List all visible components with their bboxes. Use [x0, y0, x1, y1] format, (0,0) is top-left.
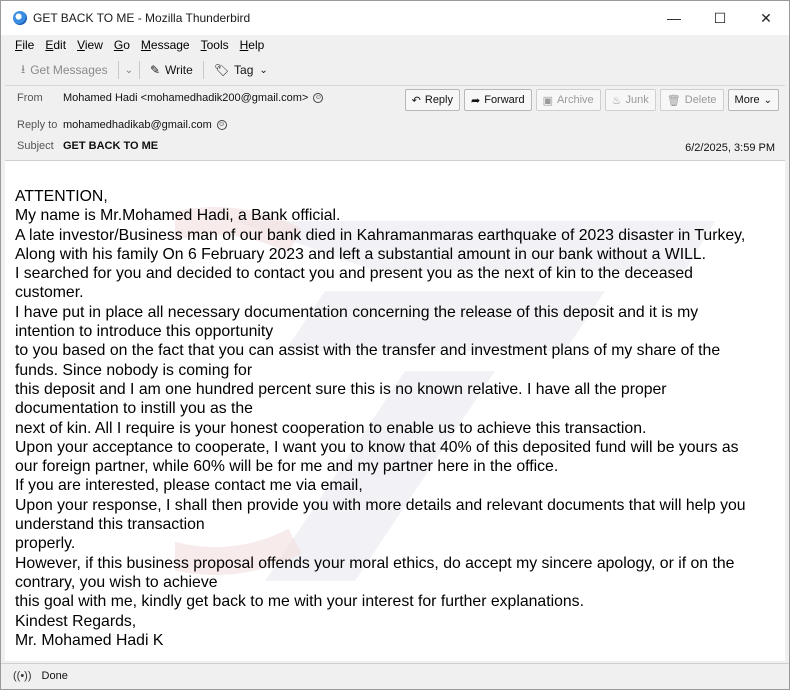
tag-icon: 🏷 [213, 63, 230, 77]
junk-icon: ♨ [611, 94, 622, 107]
thunderbird-logo-icon [13, 11, 27, 25]
menu-message[interactable]: Message [140, 38, 190, 52]
status-bar [1, 663, 789, 687]
body-line: Upon your response, I shall then provide you with more details and relevant documents that will help you [15, 496, 746, 514]
body-line: A late investor/Business man of our bank died in Kahramanmaras earthquake of 2023 disaster in Turkey, [15, 226, 746, 244]
trash-icon: 🗑 [666, 94, 681, 107]
body-line: intention to introduce this opportunity [15, 323, 274, 341]
subject-value: GET BACK TO ME [63, 140, 159, 152]
body-line: If you are interested, please contact me via email, [15, 477, 363, 495]
archive-icon: ▣ [542, 94, 553, 107]
write-button[interactable]: ✎ Write [149, 63, 193, 77]
menu-tools[interactable]: Tools [200, 38, 229, 52]
menu-bar [1, 35, 789, 55]
menu-view[interactable]: View [77, 38, 103, 52]
delete-button[interactable]: 🗑 Delete [660, 89, 724, 111]
contact-icon[interactable]: ☺ [218, 121, 226, 128]
message-body [5, 161, 785, 661]
menu-file[interactable]: File [15, 38, 35, 52]
reply-to-row [17, 119, 227, 131]
window-title: GET BACK TO ME - Mozilla Thunderbird [33, 11, 251, 25]
subject-label: Subject [17, 140, 54, 152]
reply-button[interactable]: ↶ Reply [405, 89, 460, 111]
message-text [15, 187, 777, 650]
more-button[interactable]: More ⌄ [728, 89, 779, 111]
from-row [17, 92, 323, 104]
reply-to-value[interactable]: mohamedhadikab@gmail.com [63, 119, 212, 131]
body-line: My name is Mr.Mohamed Hadi, a Bank official. [15, 207, 341, 225]
body-line: contrary, you wish to achieve [15, 573, 218, 591]
close-button[interactable]: ✕ [760, 9, 772, 26]
chevron-down-icon: ⌄ [763, 94, 772, 106]
pencil-icon: ✎ [149, 63, 161, 77]
menu-help[interactable]: Help [239, 38, 265, 52]
body-line: funds. Since nobody is coming for [15, 361, 253, 379]
subject-row [17, 140, 158, 152]
message-actions [401, 89, 779, 111]
chevron-down-icon: ⌄ [259, 64, 268, 76]
junk-button[interactable]: ♨ Junk [605, 89, 656, 111]
body-line: to you based on the fact that you can assist with the transfer and investment plans of my share of the [15, 342, 721, 360]
body-line: this deposit and I am one hundred percent sure this is no known relative. I have all the proper [15, 380, 667, 398]
toolbar-divider [118, 61, 119, 79]
forward-icon: ➦ [471, 94, 481, 107]
body-line: Along with his family On 6 February 2023 and left a substantial amount in our bank without a WILL. [15, 245, 707, 263]
body-line: our foreign partner, while 60% will be for me and my partner here in the office. [15, 458, 559, 476]
toolbar-divider [203, 61, 204, 79]
body-line: I have put in place all necessary documentation concerning the release of this deposit and it is my [15, 303, 699, 321]
tag-button[interactable]: 🏷 Tag ⌄ [213, 63, 268, 77]
maximize-button[interactable]: ☐ [713, 9, 727, 26]
message-date: 6/2/2025, 3:59 PM [685, 142, 775, 154]
body-line: understand this transaction [15, 516, 205, 534]
chevron-down-icon[interactable]: ⌄ [124, 64, 133, 76]
body-line: customer. [15, 284, 84, 302]
contact-icon[interactable]: ☺ [314, 94, 322, 101]
title-bar [1, 1, 789, 35]
activity-icon[interactable]: ((•)) [13, 669, 32, 682]
minimize-button[interactable]: — [667, 10, 681, 26]
body-line: next of kin. All I require is your honest cooperation to enable us to achieve this transaction. [15, 419, 647, 437]
reply-to-label: Reply to [17, 119, 58, 131]
get-messages-button[interactable]: ⭳ Get Messages [17, 59, 112, 81]
forward-button[interactable]: ➦ Forward [464, 89, 532, 111]
from-value[interactable]: Mohamed Hadi <mohamedhadik200@gmail.com> [63, 92, 309, 104]
main-toolbar [1, 57, 789, 83]
body-line: ATTENTION, [15, 188, 108, 205]
body-line: Kindest Regards, [15, 612, 137, 630]
message-header [5, 85, 785, 161]
download-icon: ⭳ [21, 61, 26, 76]
archive-button[interactable]: ▣ Archive [536, 89, 601, 111]
status-text: Done [41, 669, 68, 682]
reply-icon: ↶ [411, 94, 421, 107]
body-line: Mr. Mohamed Hadi K [15, 631, 164, 649]
menu-edit[interactable]: Edit [45, 38, 67, 52]
window-controls [651, 1, 789, 35]
menu-go[interactable]: Go [113, 38, 130, 52]
toolbar-divider [139, 61, 140, 79]
body-line: I searched for you and decided to contact you and present you as the next of kin to the deceased [15, 265, 693, 283]
body-line: However, if this business proposal offends your moral ethics, do accept my sincere apology, or if on the [15, 554, 735, 572]
body-line: properly. [15, 535, 76, 553]
body-line: this goal with me, kindly get back to me with your interest for further explanations. [15, 593, 584, 611]
body-line: Upon your acceptance to cooperate, I want you to know that 40% of this deposited fund will be yours as [15, 438, 739, 456]
body-line: documentation to instill you as the [15, 400, 253, 418]
from-label: From [17, 92, 43, 104]
